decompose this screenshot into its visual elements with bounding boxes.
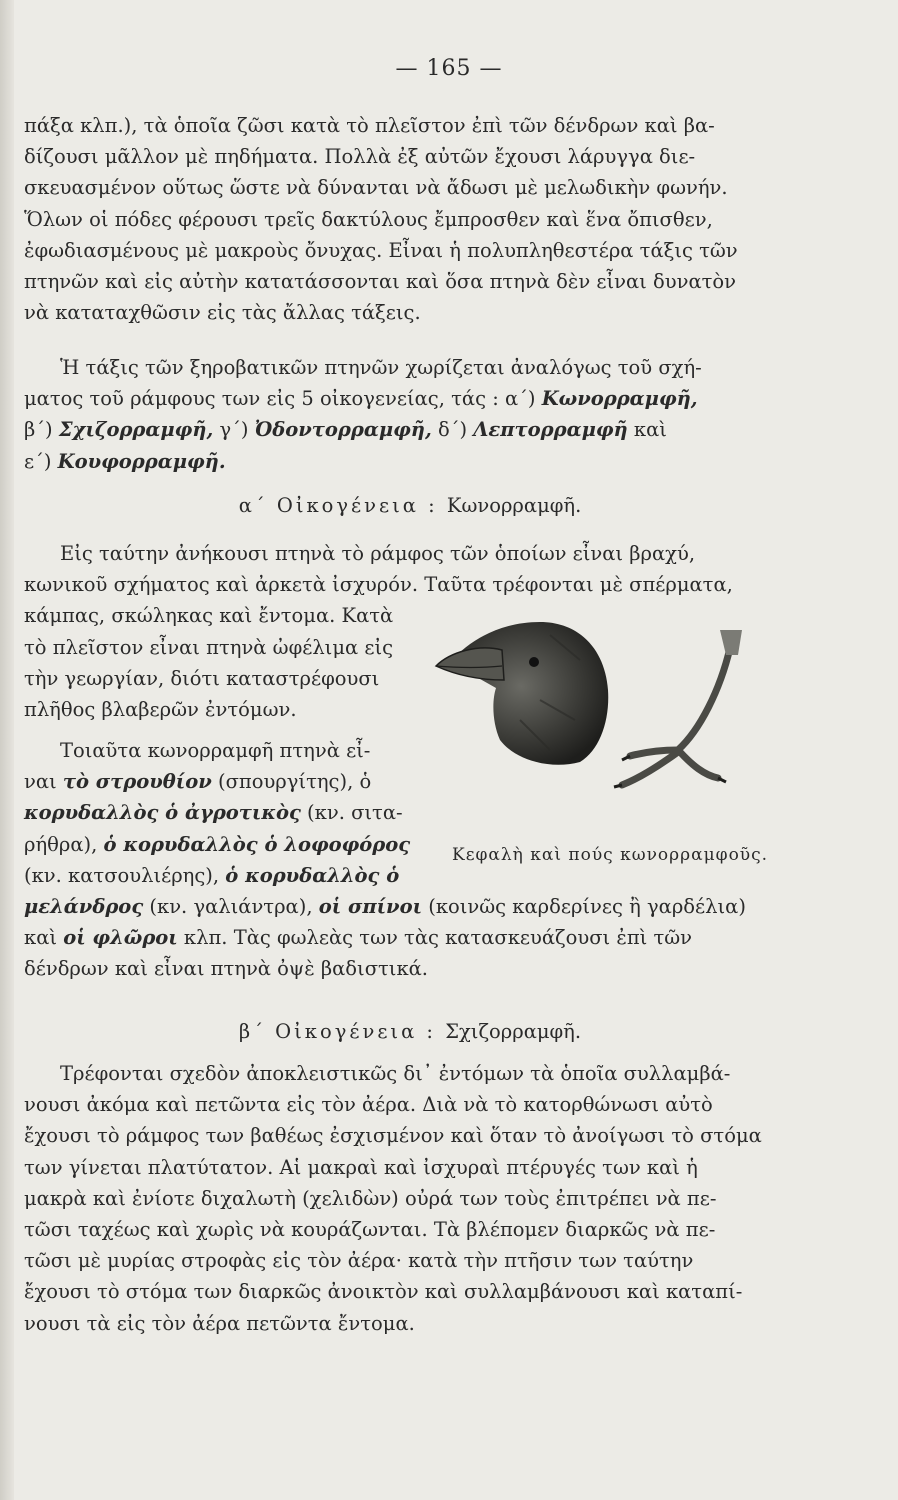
section-heading-a: α΄ Οἰκογένεια : Κωνορραμφῆ. xyxy=(238,494,582,517)
figure-caption: Κεφαλὴ καὶ πούς κωνορραμφοῦς. xyxy=(452,845,769,865)
page-edge xyxy=(0,0,14,1500)
text-line: δένδρων καὶ εἶναι πτηνὰ ὀψὲ βαδιστικά. xyxy=(24,957,428,981)
text-line: β΄) Σχιζορραμφῆ, γ΄) Ὀδοντορραμφῆ, δ΄) Λεπτορραμφῆ καὶ xyxy=(24,418,667,442)
text-line: κάμπας, σκώληκας καὶ ἔντομα. Κατὰ xyxy=(24,604,394,628)
paragraph-fissirostres xyxy=(24,1058,796,1339)
text-line: νουσι τὰ εἰς τὸν ἀέρα πετῶντα ἔντομα. xyxy=(24,1311,415,1335)
paragraph-families xyxy=(24,352,796,477)
text-line: Ἡ τάξις τῶν ξηροβατικῶν πτηνῶν χωρίζεται ἀναλόγως τοῦ σχή- xyxy=(60,356,702,379)
section-heading-b: β΄ Οἰκογένεια : Σχιζορραμφῆ. xyxy=(238,1020,582,1043)
text-line: ναι τὸ στρουθίον (σπουργίτης), ὁ xyxy=(24,770,372,794)
bird-name: ὁ κορυδαλλὸς ὁ λοφοφόρος xyxy=(103,832,411,856)
family-name: Κουφορραμφῆ. xyxy=(57,449,226,473)
text-line: ἔχουσι τὸ στόμα των διαρκῶς ἀνοικτὸν καὶ συλλαμβάνουσι καὶ καταπί- xyxy=(24,1280,743,1304)
page-number: — 165 — xyxy=(395,56,503,81)
bird-head xyxy=(450,622,608,765)
text-line: ρήθρα), ὁ κορυδαλλὸς ὁ λοφοφόρος xyxy=(24,832,411,856)
bird-name: οἱ φλῶροι xyxy=(63,926,178,950)
text-line: πάξα κλπ.), τὰ ὁποῖα ζῶσι κατὰ τὸ πλεῖστον ἐπὶ τῶν δένδρων καὶ βα- xyxy=(24,114,715,137)
text-line: μακρὰ καὶ ἐνίοτε διχαλωτὴ (χελιδὼν) οὐρά των τοὺς ἐπιτρέπει νὰ πε- xyxy=(24,1186,717,1210)
text-line: (κν. κατσουλιέρης), ὁ κορυδαλλὸς ὁ xyxy=(24,863,400,887)
text-line: Τρέφονται σχεδὸν ἀποκλειστικῶς δι᾿ ἐντόμων τὰ ὁποῖα συλλαμβά- xyxy=(60,1062,731,1085)
text-line: ε΄) Κουφορραμφῆ. xyxy=(24,449,226,473)
text-line: Εἰς ταύτην ἀνήκουσι πτηνὰ τὸ ράμφος τῶν ὁποίων εἶναι βραχύ, xyxy=(60,542,696,565)
text-line: νουσι ἀκόμα καὶ πετῶντα εἰς τὸν ἀέρα. Διὰ νὰ τὸ κατορθώνωσι αὐτὸ xyxy=(24,1093,713,1117)
text-line: μελάνδρος (κν. γαλιάντρα), οἱ σπίνοι (κοινῶς καρδερίνες ἢ γαρδέλια) xyxy=(24,895,746,919)
text-line: καὶ οἱ φλῶροι κλπ. Τὰς φωλεὰς των τὰς κατασκευάζουσι ἐπὶ τῶν xyxy=(24,926,693,950)
family-name: Λεπτορραμφῆ xyxy=(473,418,628,442)
bird-eye xyxy=(529,657,539,667)
bird-illustration xyxy=(430,600,810,870)
text-line: ἐφωδιασμένους μὲ μακροὺς ὄνυχας. Εἶναι ἡ πολυπληθεστέρα τάξις τῶν xyxy=(24,238,738,262)
text-line: Ὅλων οἱ πόδες φέρουσι τρεῖς δακτύλους ἔμπροσθεν καὶ ἕνα ὄπισθεν, xyxy=(24,207,713,231)
bird-name: τὸ στρουθίον xyxy=(62,770,212,794)
text-line: τῶσι μὲ μυρίας στροφὰς εἰς τὸν ἀέρα· κατὰ τὴν πτῆσιν των ταύτην xyxy=(24,1249,694,1273)
text-line: ματος τοῦ ράμφους των εἰς 5 οἰκογενείας, τάς : α΄) Κωνορραμφῆ, xyxy=(24,387,698,411)
text-line: δίζουσι μᾶλλον μὲ πηδήματα. Πολλὰ ἐξ αὐτῶν ἔχουσι λάρυγγα διε- xyxy=(24,145,696,169)
bird-name: οἱ σπίνοι xyxy=(318,895,423,919)
bird-beak xyxy=(436,648,504,680)
family-name: Κωνορραμφῆ, xyxy=(541,387,698,411)
text-line: τὸ πλεῖστον εἶναι πτηνὰ ὠφέλιμα εἰς xyxy=(24,635,394,659)
bird-name: ὁ κορυδαλλὸς ὁ xyxy=(225,863,400,887)
text-line: κωνικοῦ σχήματος καὶ ἀρκετὰ ἰσχυρόν. Ταῦτα τρέφονται μὲ σπέρματα, xyxy=(24,573,733,597)
bird-name: μελάνδρος xyxy=(24,895,144,919)
family-name: Ὀδοντορραμφῆ, xyxy=(254,418,432,442)
bird-foot xyxy=(622,648,730,785)
paragraph-intro xyxy=(24,110,796,328)
text-line: πτηνῶν καὶ εἰς αὐτὴν κατατάσσονται καὶ ὅσα πτηνὰ δὲν εἶναι δυνατὸν xyxy=(24,270,736,294)
text-line: κορυδαλλὸς ὁ ἀγροτικὸς (κν. σιτα- xyxy=(24,801,403,825)
text-line: ἔχουσι τὸ ράμφος των βαθέως ἐσχισμένον καὶ ὅταν τὸ ἀνοίγωσι τὸ στόμα xyxy=(24,1124,762,1148)
text-line: πλῆθος βλαβερῶν ἐντόμων. xyxy=(24,698,297,722)
text-line: των γίνεται πλατύτατον. Αἱ μακραὶ καὶ ἰσχυραὶ πτέρυγές των καὶ ἡ xyxy=(24,1155,698,1179)
bird-name: κορυδαλλὸς ὁ ἀγροτικὸς xyxy=(24,801,301,825)
finch-head-and-foot-icon xyxy=(430,600,810,850)
text-line: τῶσι ταχέως καὶ χωρὶς νὰ κουράζωνται. Τὰ βλέπομεν διαρκῶς νὰ πε- xyxy=(24,1218,716,1242)
text-line: τὴν γεωργίαν, διότι καταστρέφουσι xyxy=(24,666,380,690)
family-name: Σχιζορραμφῆ, xyxy=(58,418,214,442)
text-line: νὰ καταταχθῶσιν εἰς τὰς ἄλλας τάξεις. xyxy=(24,301,421,325)
text-line: σκευασμένον οὕτως ὥστε νὰ δύνανται νὰ ἄδωσι μὲ μελωδικὴν φωνήν. xyxy=(24,176,728,200)
text-line: Τοιαῦτα κωνορραμφῆ πτηνὰ εἶ- xyxy=(60,739,371,762)
